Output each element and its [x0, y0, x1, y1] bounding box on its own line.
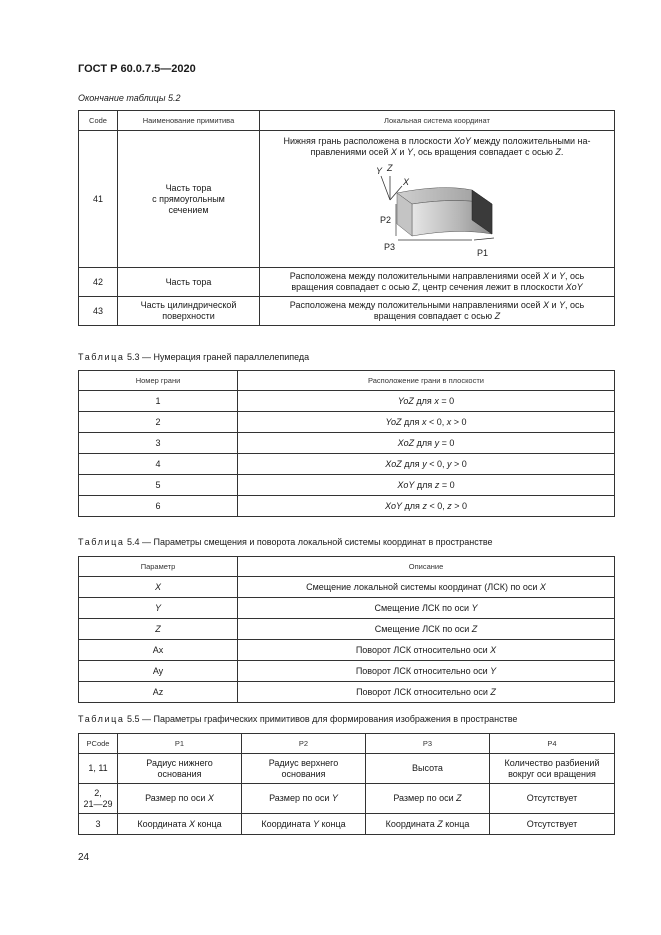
table-5-5-caption: Таблица 5.5 — Параметры графических примитивов для формирования изображения в пространстве [78, 714, 518, 724]
p4-cell: Количество разбиений вокруг оси вращения [490, 754, 615, 784]
parameter-cell: Ay [79, 661, 238, 682]
description-cell: Поворот ЛСК относительно оси Z [238, 682, 615, 703]
table-header-row [79, 734, 615, 754]
page-number: 24 [78, 852, 90, 863]
p4-cell: Отсутствует [490, 784, 615, 814]
name-line: Часть тора [165, 182, 212, 193]
name-line: сечением [168, 204, 209, 215]
face-plane-cell: XoY для z < 0, z > 0 [238, 496, 615, 517]
description-cell: Смещение локальной системы координат (ЛСК) по оси X [238, 577, 615, 598]
column-header: Расположение грани в плоскости [238, 371, 615, 391]
p2-cell: Размер по оси Y [242, 784, 366, 814]
torus-section-figure [322, 160, 552, 260]
primitive-name-cell [118, 131, 260, 268]
desc-line: правлениями осей X и Y, ось вращения совпадает с осью Z. [310, 147, 564, 157]
face-plane-cell: XoY для z = 0 [238, 475, 615, 496]
pcode-cell: 1, 11 [79, 754, 118, 784]
table-row [79, 297, 615, 326]
parameter-cell: Z [79, 619, 238, 640]
axis-x-label: X [403, 177, 410, 187]
table-row [79, 577, 615, 598]
face-number-cell: 3 [79, 433, 238, 454]
table-row [79, 640, 615, 661]
column-header: Code [79, 111, 118, 131]
column-header: Локальная система координат [260, 111, 615, 131]
coordinate-system-cell [260, 268, 615, 297]
table-row [79, 619, 615, 640]
p1-cell: Радиус нижнего основания [118, 754, 242, 784]
pcode-cell: 3 [79, 814, 118, 835]
code-cell: 42 [79, 268, 118, 297]
p3-cell: Координата Z конца [366, 814, 490, 835]
column-header: P2 [242, 734, 366, 754]
face-number-cell: 4 [79, 454, 238, 475]
description-cell: Поворот ЛСК относительно оси Y [238, 661, 615, 682]
column-header: PCode [79, 734, 118, 754]
p2-cell: Радиус верхнего основания [242, 754, 366, 784]
code-cell: 43 [79, 297, 118, 326]
p3-cell: Высота [366, 754, 490, 784]
table-row [79, 661, 615, 682]
p1-cell: Координата X конца [118, 814, 242, 835]
pcode-cell: 2, 21—29 [79, 784, 118, 814]
column-header: Параметр [79, 557, 238, 577]
parameter-cell: Y [79, 598, 238, 619]
column-header: P4 [490, 734, 615, 754]
table-5-3-caption: Таблица 5.3 — Нумерация граней параллелепипеда [78, 352, 310, 362]
column-header: Описание [238, 557, 615, 577]
table-row [79, 268, 615, 297]
table-5-2 [78, 110, 615, 326]
p1-cell: Размер по оси X [118, 784, 242, 814]
table-5-3 [78, 370, 615, 517]
table-5-4 [78, 556, 615, 703]
table-5-4-caption: Таблица 5.4 — Параметры смещения и поворота локальной системы координат в пространстве [78, 537, 493, 547]
name-line: с прямоугольным [152, 193, 225, 204]
desc-line: Расположена между положительными направлениями осей X и Y, ось [289, 300, 585, 310]
face-number-cell: 2 [79, 412, 238, 433]
p3-label: P3 [384, 242, 396, 252]
face-number-cell: 5 [79, 475, 238, 496]
table-row [79, 131, 615, 268]
axis-z-label: Z [387, 163, 393, 173]
table-row [79, 598, 615, 619]
coordinate-system-cell [260, 131, 615, 268]
table-header-row [79, 371, 615, 391]
p2-label: P2 [380, 215, 392, 225]
face-number-cell: 6 [79, 496, 238, 517]
name-line: поверхности [162, 311, 215, 321]
table-row [79, 496, 615, 517]
primitive-name-cell [118, 297, 260, 326]
table-row [79, 412, 615, 433]
table-header-row [79, 111, 615, 131]
column-header: P1 [118, 734, 242, 754]
document-header: ГОСТ Р 60.0.7.5—2020 [78, 63, 196, 75]
table-5-5 [78, 733, 615, 835]
p4-cell: Отсутствует [490, 814, 615, 835]
table-row [79, 682, 615, 703]
p3-cell: Размер по оси Z [366, 784, 490, 814]
axis-y-label: Y [376, 166, 383, 176]
parameter-cell: Az [79, 682, 238, 703]
column-header: P3 [366, 734, 490, 754]
face-plane-cell: XoZ для y < 0, y > 0 [238, 454, 615, 475]
description-cell: Смещение ЛСК по оси Z [238, 619, 615, 640]
desc-line: вращения совпадает с осью Z, центр сечения лежит в плоскости XoY [291, 282, 583, 292]
p1-label: P1 [477, 248, 489, 258]
table-row [79, 454, 615, 475]
desc-line: Нижняя грань расположена в плоскости XoY между положительными на- [283, 136, 591, 146]
p2-cell: Координата Y конца [242, 814, 366, 835]
code-cell: 41 [79, 131, 118, 268]
table-row [79, 475, 615, 496]
face-plane-cell: YoZ для x = 0 [238, 391, 615, 412]
table-row [79, 784, 615, 814]
parameter-cell: Ax [79, 640, 238, 661]
description-cell: Смещение ЛСК по оси Y [238, 598, 615, 619]
desc-line: Расположена между положительными направлениями осей X и Y, ось [289, 271, 585, 281]
primitive-name-cell: Часть тора [118, 268, 260, 297]
table-row [79, 433, 615, 454]
table-header-row [79, 557, 615, 577]
name-line: Часть цилиндрической [140, 300, 237, 310]
parameter-cell: X [79, 577, 238, 598]
column-header: Наименование примитива [118, 111, 260, 131]
face-plane-cell: YoZ для x < 0, x > 0 [238, 412, 615, 433]
coordinate-system-cell [260, 297, 615, 326]
table-row [79, 814, 615, 835]
face-plane-cell: XoZ для y = 0 [238, 433, 615, 454]
face-number-cell: 1 [79, 391, 238, 412]
desc-line: вращения совпадает с осью Z [373, 311, 501, 321]
table-row [79, 754, 615, 784]
description-cell: Поворот ЛСК относительно оси X [238, 640, 615, 661]
table-row [79, 391, 615, 412]
table-5-2-caption: Окончание таблицы 5.2 [78, 93, 181, 103]
column-header: Номер грани [79, 371, 238, 391]
